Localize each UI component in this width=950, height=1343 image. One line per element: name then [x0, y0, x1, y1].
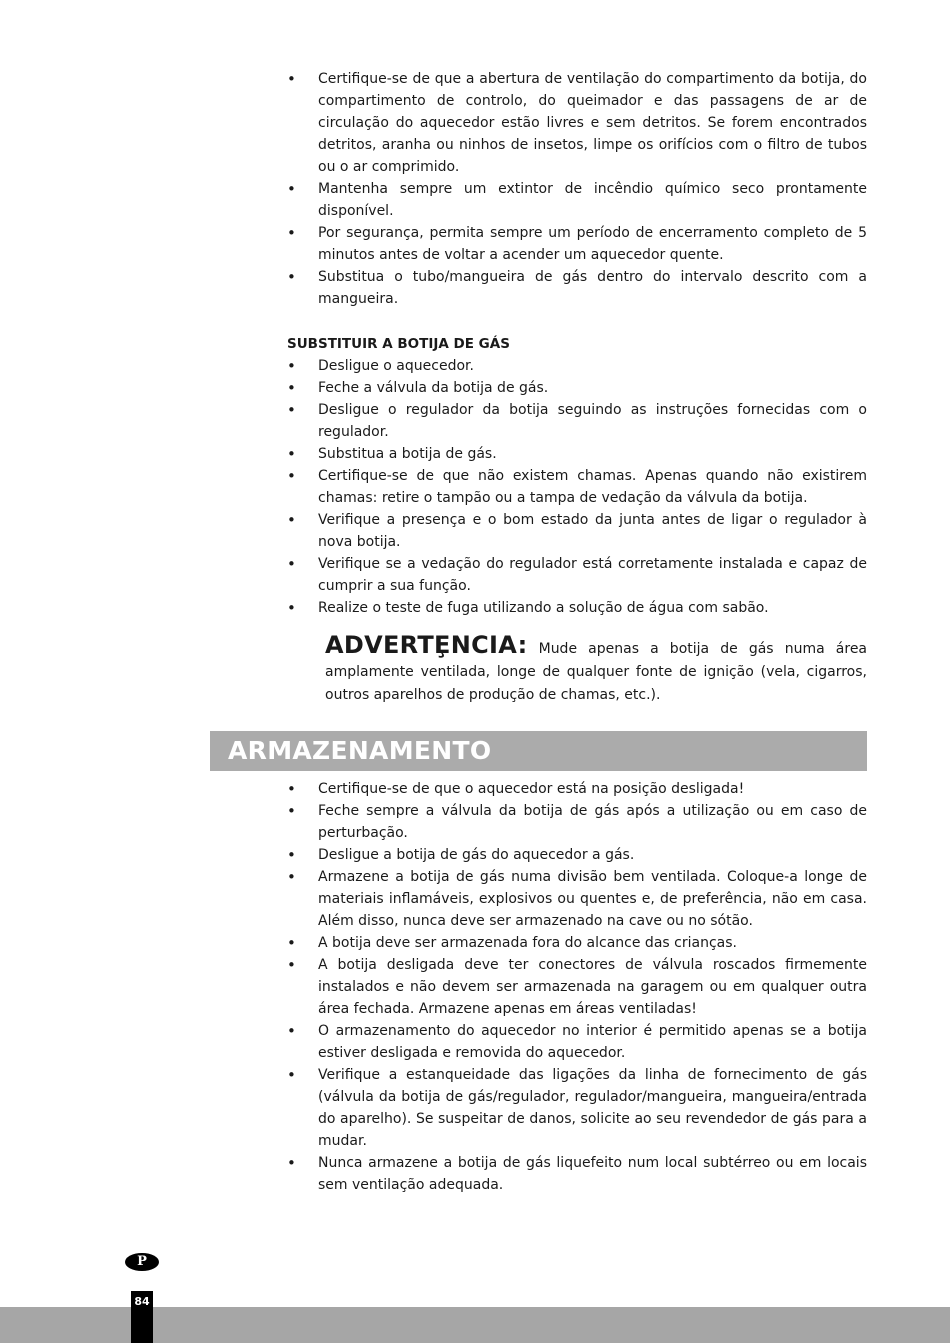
list-item: • Por segurança, permita sempre um período de encerramento completo de 5 minutos antes de voltar a acender um aquecedor quente.: [287, 222, 867, 266]
storage-section-header: [210, 731, 867, 771]
storage-bullet-list: [287, 778, 867, 1196]
list-item: • O armazenamento do aquecedor no interior é permitido apenas se a botija estiver desligada e removida do aquecedor.: [287, 1020, 867, 1064]
list-item: • Feche a válvula da botija de gás.: [287, 377, 867, 399]
list-item: • Certifique-se de que não existem chamas. Apenas quando não existirem chamas: retire o tampão ou a tampa de vedação da válvula da botija.: [287, 465, 867, 509]
section-title: ARMAZENAMENTO: [228, 736, 492, 765]
list-item: • Mantenha sempre um extintor de incêndio químico seco prontamente disponível.: [287, 178, 867, 222]
list-item: • Nunca armazene a botija de gás liquefeito num local subtérreo ou em locais sem ventilação adequada.: [287, 1152, 867, 1196]
list-item: • Feche sempre a válvula da botija de gás após a utilização ou em caso de perturbação.: [287, 800, 867, 844]
list-item: • Substitua o tubo/mangueira de gás dentro do intervalo descrito com a mangueira.: [287, 266, 867, 310]
page-number: 84: [134, 1295, 150, 1308]
warning-notice: [325, 631, 868, 707]
replace-cylinder-list: [287, 355, 867, 619]
list-item: • Verifique se a vedação do regulador está corretamente instalada e capaz de cumprir a sua função.: [287, 553, 867, 597]
list-item: • Desligue a botija de gás do aquecedor a gás.: [287, 844, 867, 866]
list-item: • Desligue o aquecedor.: [287, 355, 867, 377]
list-item: • Certifique-se de que o aquecedor está na posição desligada!: [287, 778, 867, 800]
list-item: • Certifique-se de que a abertura de ventilação do compartimento da botija, do compartimento de controlo, do queimador e das passagens de ar de circulação do aquecedor estão livres e sem detritos. Se forem encontrados detritos, aranha ou ninhos de insetos, limpe os orifícios com o filtro de tubos ou o ar comprimido.: [287, 68, 867, 178]
list-item: • Armazene a botija de gás numa divisão bem ventilada. Coloque-a longe de materiais inflamáveis, explosivos ou quentes e, de preferência, não em casa. Além disso, nunca deve ser armazenado na cave ou no sótão.: [287, 866, 867, 932]
warning-label: ADVERTȨNCIA:: [325, 631, 528, 659]
language-badge: P: [125, 1253, 159, 1271]
list-item: • A botija deve ser armazenada fora do alcance das crianças.: [287, 932, 867, 954]
list-item: • Realize o teste de fuga utilizando a solução de água com sabão.: [287, 597, 867, 619]
list-item: • Verifique a estanqueidade das ligações da linha de fornecimento de gás (válvula da botija de gás/regulador, regulador/mangueira, mangueira/entrada do aparelho). Se suspeitar de danos, solicite ao seu revendedor de gás para a mudar.: [287, 1064, 867, 1152]
list-item: • Substitua a botija de gás.: [287, 443, 867, 465]
list-item: • Verifique a presença e o bom estado da junta antes de ligar o regulador à nova botija.: [287, 509, 867, 553]
list-item: • A botija desligada deve ter conectores de válvula roscados firmemente instalados e não devem ser armazenada na garagem ou em qualquer outra área fechada. Armazene apenas em áreas ventiladas!: [287, 954, 867, 1020]
warning-text: Mude apenas a botija de gás numa área amplamente ventilada, longe de qualquer fonte de ignição (vela, cigarros, outros aparelhos de produção de chamas, etc.).: [325, 641, 868, 703]
intro-bullet-list: [287, 68, 867, 310]
replace-cylinder-heading: SUBSTITUIR A BOTIJA DE GÁS: [287, 336, 510, 352]
list-item: • Desligue o regulador da botija seguindo as instruções fornecidas com o regulador.: [287, 399, 867, 443]
